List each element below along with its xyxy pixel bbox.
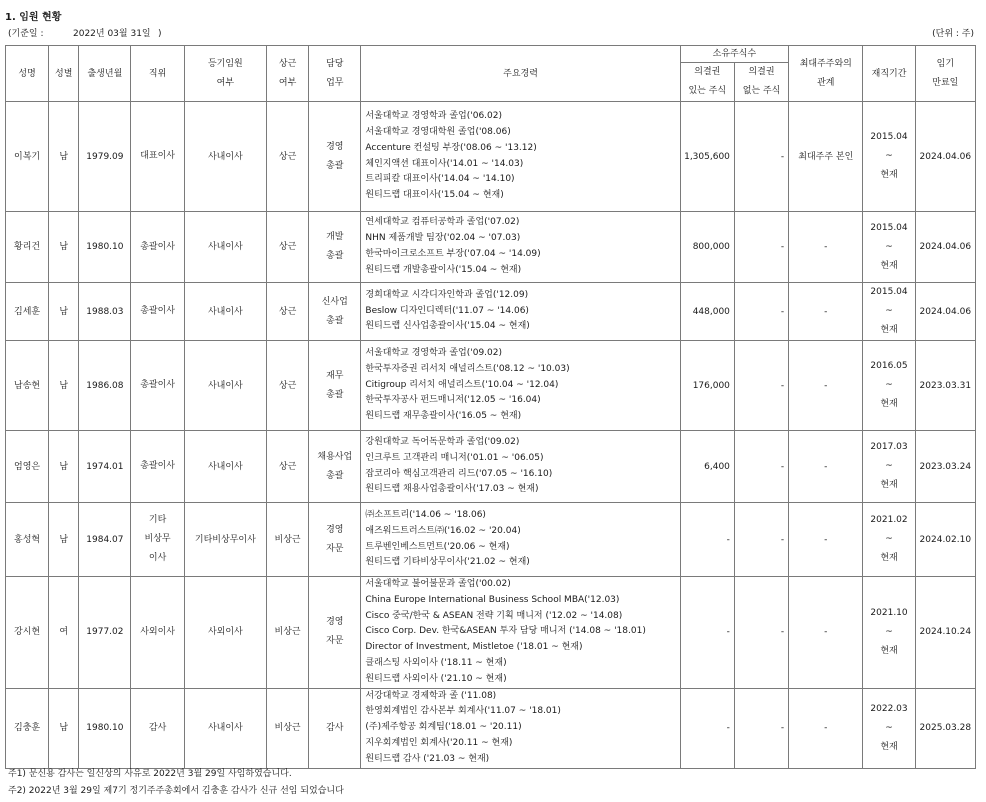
executives-table	[5, 45, 976, 769]
gender-cell: 남	[49, 341, 79, 431]
term-cell: 2024.04.06	[915, 212, 975, 283]
tenure-cell-line: ~	[885, 722, 893, 733]
header-position: 직위	[131, 46, 184, 102]
tenure-cell-line: 현재	[880, 260, 898, 271]
nonvoting-shares-cell: -	[734, 688, 788, 768]
fulltime-cell: 상근	[267, 102, 309, 212]
tenure-cell	[863, 341, 915, 431]
career-cell-line: 한국마이크로소프트 부장('07.04 ~ '14.09)	[365, 249, 541, 259]
duty-cell-line: 경영	[326, 141, 344, 152]
table-row	[6, 577, 976, 689]
name-cell: 이복기	[6, 102, 49, 212]
registered-cell: 사내이사	[184, 341, 266, 431]
footnote-1: 주1) 문신용 감사는 일신상의 사유로 2022년 3월 29일 사임하였습니다.	[8, 769, 292, 779]
duty-cell	[309, 503, 361, 577]
career-cell-line: 지우회계법인 회계사('20.11 ~ 현재)	[365, 737, 513, 748]
term-cell: 2025.03.28	[915, 688, 975, 768]
duty-cell	[309, 283, 361, 341]
career-cell-line: 원티드랩 대표이사('15.04 ~ 현재)	[365, 190, 504, 201]
gender-cell: 남	[49, 688, 79, 768]
table-row	[6, 212, 976, 283]
tenure-cell-line: 2015.04	[870, 222, 908, 233]
tenure-cell	[863, 577, 915, 689]
voting-shares-cell: -	[680, 503, 734, 577]
name-cell: 엄영은	[6, 431, 49, 503]
header-duty: 담당 업무	[309, 46, 361, 102]
name-cell: 김세훈	[6, 283, 49, 341]
relation-cell: -	[789, 577, 863, 689]
career-cell-line: 한국투자공사 펀드매니저('12.05 ~ '16.04)	[365, 395, 541, 406]
gender-cell: 남	[49, 431, 79, 503]
voting-shares-cell: -	[680, 577, 734, 689]
header-career: 주요경력	[361, 46, 680, 102]
tenure-cell-line: 현재	[880, 170, 898, 180]
duty-cell-line: 총괄	[326, 251, 344, 261]
header-birth: 출생년월	[79, 46, 131, 102]
name-cell: 강시현	[6, 577, 49, 689]
position-cell	[131, 102, 184, 212]
header-voting: 의결권 있는 주식	[680, 63, 734, 102]
career-cell-line: 경희대학교 시각디자인학과 졸업('12.09)	[365, 289, 529, 300]
fulltime-cell: 비상근	[267, 688, 309, 768]
fulltime-cell: 상근	[267, 431, 309, 503]
career-cell	[361, 102, 680, 212]
registered-cell: 사외이사	[184, 577, 266, 689]
career-cell-line: 잡코리아 핵심고객관리 리드('07.05 ~ '16.10)	[365, 468, 553, 479]
tenure-cell-line: 현재	[880, 480, 898, 490]
table-row	[6, 283, 976, 341]
header-relation: 최대주주와의 관계	[789, 46, 863, 102]
duty-cell	[309, 102, 361, 212]
base-date	[8, 26, 162, 39]
tenure-cell-line: ~	[885, 306, 893, 316]
position-cell	[131, 577, 184, 689]
base-date-label: (기준일 :	[8, 29, 44, 39]
duty-cell-line: 채용사업	[317, 451, 353, 462]
duty-cell-line: 경영	[326, 617, 344, 628]
duty-cell	[309, 688, 361, 768]
term-cell: 2024.04.06	[915, 102, 975, 212]
base-date-close: )	[158, 29, 162, 39]
relation-cell: -	[789, 688, 863, 768]
tenure-cell-line: 2016.05	[870, 361, 908, 371]
duty-cell-line: 총괄	[326, 160, 344, 171]
birth-cell: 1986.08	[79, 341, 131, 431]
duty-cell	[309, 431, 361, 503]
career-cell-line: 인크루트 고객관리 매니저('01.01 ~ '06.05)	[365, 452, 544, 463]
voting-shares-cell: 448,000	[680, 283, 734, 341]
gender-cell: 남	[49, 102, 79, 212]
unit-label: (단위 : 주)	[932, 29, 974, 39]
duty-cell-line: 경영	[326, 524, 344, 535]
position-cell	[131, 283, 184, 341]
career-cell-line: 서울대학교 경영학과 졸업('06.02)	[365, 111, 503, 122]
position-cell-line: 비상무	[144, 534, 171, 544]
birth-cell: 1974.01	[79, 431, 131, 503]
position-cell-line: 총괄이사	[140, 380, 175, 390]
term-cell: 2024.02.10	[915, 503, 975, 577]
position-cell	[131, 503, 184, 577]
career-cell-line: 트리피칼 대표이사('14.04 ~ '14.10)	[365, 174, 515, 185]
tenure-cell	[863, 431, 915, 503]
table-row	[6, 431, 976, 503]
birth-cell: 1988.03	[79, 283, 131, 341]
career-cell-line: 강원대학교 독어독문학과 졸업('09.02)	[365, 436, 520, 447]
relation-cell: -	[789, 341, 863, 431]
career-cell-line: 체인지액션 대표이사('14.01 ~ '14.03)	[365, 158, 524, 169]
term-cell: 2024.10.24	[915, 577, 975, 689]
nonvoting-shares-cell: -	[734, 283, 788, 341]
table-row	[6, 341, 976, 431]
nonvoting-shares-cell: -	[734, 577, 788, 689]
registered-cell: 기타비상무이사	[184, 503, 266, 577]
header-name: 성명	[6, 46, 49, 102]
voting-shares-cell: 176,000	[680, 341, 734, 431]
position-cell-line: 총괄이사	[140, 461, 175, 471]
career-cell	[361, 503, 680, 577]
position-cell-line: 총괄이사	[140, 241, 175, 252]
career-cell-line: China Europe International Business School MBA('12.03)	[365, 594, 620, 605]
registered-cell: 사내이사	[184, 688, 266, 768]
duty-cell	[309, 577, 361, 689]
nonvoting-shares-cell: -	[734, 212, 788, 283]
tenure-cell	[863, 503, 915, 577]
voting-shares-cell: 6,400	[680, 431, 734, 503]
header-tenure: 재직기간	[863, 46, 915, 102]
relation-cell: -	[789, 212, 863, 283]
career-cell-line: 원티드랩 감사 ('21.03 ~ 현재)	[365, 753, 490, 764]
voting-shares-cell: 800,000	[680, 212, 734, 283]
tenure-cell-line: 현재	[880, 553, 898, 563]
table-row	[6, 503, 976, 577]
career-cell-line: Beslow 디자인디렉터('11.07 ~ '14.06)	[365, 305, 529, 316]
career-cell-line: 한영회계법인 감사본부 회계사('11.07 ~ '18.01)	[365, 706, 561, 717]
gender-cell: 남	[49, 212, 79, 283]
career-cell	[361, 577, 680, 689]
fulltime-cell: 비상근	[267, 577, 309, 689]
duty-cell-line: 재무	[326, 370, 344, 381]
tenure-cell-line: 2021.10	[870, 607, 908, 618]
career-cell	[361, 431, 680, 503]
term-cell: 2023.03.24	[915, 431, 975, 503]
tenure-cell-line: 현재	[880, 645, 898, 656]
gender-cell: 남	[49, 283, 79, 341]
career-cell	[361, 283, 680, 341]
position-cell	[131, 212, 184, 283]
header-nonvoting: 의결권 없는 주식	[734, 63, 788, 102]
career-cell-line: Cisco 중국/한국 & ASEAN 전략 기획 매니저 ('12.02 ~ '14.08)	[365, 610, 623, 621]
tenure-cell-line: 2015.04	[870, 132, 908, 142]
relation-cell: -	[789, 431, 863, 503]
tenure-cell-line: 2017.03	[870, 442, 908, 452]
career-cell-line: ㈜소프트리('14.06 ~ '18.06)	[365, 509, 486, 520]
header-gender: 성별	[49, 46, 79, 102]
header-fulltime: 상근 여부	[267, 46, 309, 102]
tenure-cell-line: ~	[885, 380, 893, 390]
duty-cell	[309, 212, 361, 283]
relation-cell: -	[789, 283, 863, 341]
duty-cell	[309, 341, 361, 431]
tenure-cell-line: 2022.03	[870, 703, 908, 714]
voting-shares-cell: 1,305,600	[680, 102, 734, 212]
career-cell-line: 연세대학교 컴퓨터공학과 졸업('07.02)	[365, 217, 520, 228]
position-cell-line: 총괄이사	[140, 306, 175, 316]
fulltime-cell: 상근	[267, 341, 309, 431]
relation-cell: 최대주주 본인	[789, 102, 863, 212]
nonvoting-shares-cell: -	[734, 503, 788, 577]
duty-cell-line: 총괄	[326, 315, 344, 326]
executives-table-body	[6, 102, 976, 769]
tenure-cell-line: ~	[885, 461, 893, 471]
tenure-cell-line: 현재	[880, 741, 898, 752]
career-cell-line: 트루벤인베스트먼트('20.06 ~ 현재)	[365, 541, 510, 552]
career-cell-line: 한국투자증권 리서치 애널리스트('08.12 ~ '10.03)	[365, 363, 570, 374]
career-cell-line: Cisco Corp. Dev. 한국&ASEAN 투자 담당 매니저 ('14.08 ~ '18.01)	[365, 626, 646, 637]
fulltime-cell: 상근	[267, 212, 309, 283]
tenure-cell	[863, 283, 915, 341]
gender-cell: 여	[49, 577, 79, 689]
tenure-cell-line: 현재	[880, 399, 898, 409]
career-cell-line: 클래스팅 사외이사 ('18.11 ~ 현재)	[365, 657, 507, 668]
nonvoting-shares-cell: -	[734, 341, 788, 431]
duty-cell-line: 자문	[326, 636, 344, 647]
tenure-cell-line: 2015.04	[870, 287, 908, 297]
duty-cell-line: 신사업	[321, 296, 348, 307]
name-cell: 홍성혁	[6, 503, 49, 577]
voting-shares-cell: -	[680, 688, 734, 768]
career-cell-line: 원티드랩 신사업총괄이사('15.04 ~ 현재)	[365, 321, 530, 332]
position-cell-line: 기타	[148, 515, 167, 525]
term-cell: 2023.03.31	[915, 341, 975, 431]
registered-cell: 사내이사	[184, 431, 266, 503]
tenure-cell	[863, 102, 915, 212]
header-term: 임기 만료일	[915, 46, 975, 102]
header-registered: 등기임원 여부	[184, 46, 266, 102]
duty-cell-line: 총괄	[326, 389, 344, 400]
position-cell-line: 사외이사	[140, 626, 175, 637]
career-cell-line: 서강대학교 경제학과 졸 ('11.08)	[365, 690, 497, 701]
footnotes	[8, 766, 344, 800]
tenure-cell	[863, 212, 915, 283]
career-cell-line: 서울대학교 경영대학원 졸업('08.06)	[365, 126, 511, 137]
position-cell-line: 이사	[148, 553, 167, 563]
tenure-cell-line: ~	[885, 151, 893, 161]
registered-cell: 사내이사	[184, 283, 266, 341]
tenure-cell-line: 2021.02	[870, 515, 908, 525]
career-cell-line: (주)제주항공 회계팀('18.01 ~ '20.11)	[365, 722, 522, 733]
career-cell	[361, 341, 680, 431]
career-cell-line: 원티드랩 사외이사 ('21.10 ~ 현재)	[365, 673, 507, 684]
name-cell: 김충훈	[6, 688, 49, 768]
position-cell-line: 대표이사	[140, 151, 175, 161]
career-cell-line: 서울대학교 불어불문과 졸업('00.02)	[365, 579, 511, 589]
birth-cell: 1980.10	[79, 688, 131, 768]
career-cell-line: NHN 제품개발 팀장('02.04 ~ '07.03)	[365, 233, 521, 244]
position-cell	[131, 341, 184, 431]
nonvoting-shares-cell: -	[734, 431, 788, 503]
fulltime-cell: 상근	[267, 283, 309, 341]
birth-cell: 1977.02	[79, 577, 131, 689]
registered-cell: 사내이사	[184, 102, 266, 212]
career-cell-line: 원티드랩 재무총괄이사('16.05 ~ 현재)	[365, 411, 522, 422]
duty-cell-line: 자문	[326, 543, 344, 554]
nonvoting-shares-cell: -	[734, 102, 788, 212]
position-cell	[131, 688, 184, 768]
fulltime-cell: 비상근	[267, 503, 309, 577]
term-cell: 2024.04.06	[915, 283, 975, 341]
career-cell-line: 원티드랩 개발총괄이사('15.04 ~ 현재)	[365, 264, 522, 275]
career-cell-line: 애즈워드트러스트㈜('16.02 ~ '20.04)	[365, 525, 521, 536]
duty-cell-line: 개발	[326, 232, 344, 242]
career-cell-line: Director of Investment, Mistletoe ('18.01 ~ 현재)	[365, 642, 583, 653]
birth-cell: 1979.09	[79, 102, 131, 212]
birth-cell: 1984.07	[79, 503, 131, 577]
position-cell	[131, 431, 184, 503]
tenure-cell-line: ~	[885, 534, 893, 544]
career-cell-line: 원티드랩 기타비상무이사('21.02 ~ 현재)	[365, 557, 530, 568]
name-cell: 남송현	[6, 341, 49, 431]
section-title: 1. 임원 현황	[5, 12, 62, 23]
career-cell	[361, 688, 680, 768]
header-shares: 소유주식수	[680, 46, 788, 63]
tenure-cell	[863, 688, 915, 768]
career-cell-line: 원티드랩 채용사업총괄이사('17.03 ~ 현재)	[365, 484, 539, 495]
relation-cell: -	[789, 503, 863, 577]
position-cell-line: 감사	[148, 722, 167, 733]
gender-cell: 남	[49, 503, 79, 577]
career-cell-line: 서울대학교 경영학과 졸업('09.02)	[365, 348, 503, 358]
table-row	[6, 688, 976, 768]
career-cell-line: Citigroup 리서치 애널리스트('10.04 ~ '12.04)	[365, 379, 559, 390]
tenure-cell-line: ~	[885, 626, 893, 637]
registered-cell: 사내이사	[184, 212, 266, 283]
duty-cell-line: 총괄	[326, 470, 344, 481]
career-cell-line: Accenture 컨설팅 부장('08.06 ~ '13.12)	[365, 142, 537, 153]
footnote-2: 주2) 2022년 3월 29일 제7기 정기주주총회에서 김충훈 감사가 신규 선임 되었습니다	[8, 786, 344, 796]
tenure-cell-line: ~	[885, 241, 893, 252]
tenure-cell-line: 현재	[880, 325, 898, 335]
name-cell: 황리건	[6, 212, 49, 283]
career-cell	[361, 212, 680, 283]
base-date-value: 2022년 03월 31일	[73, 29, 151, 39]
table-row	[6, 102, 976, 212]
birth-cell: 1980.10	[79, 212, 131, 283]
duty-cell-line: 감사	[326, 722, 344, 733]
